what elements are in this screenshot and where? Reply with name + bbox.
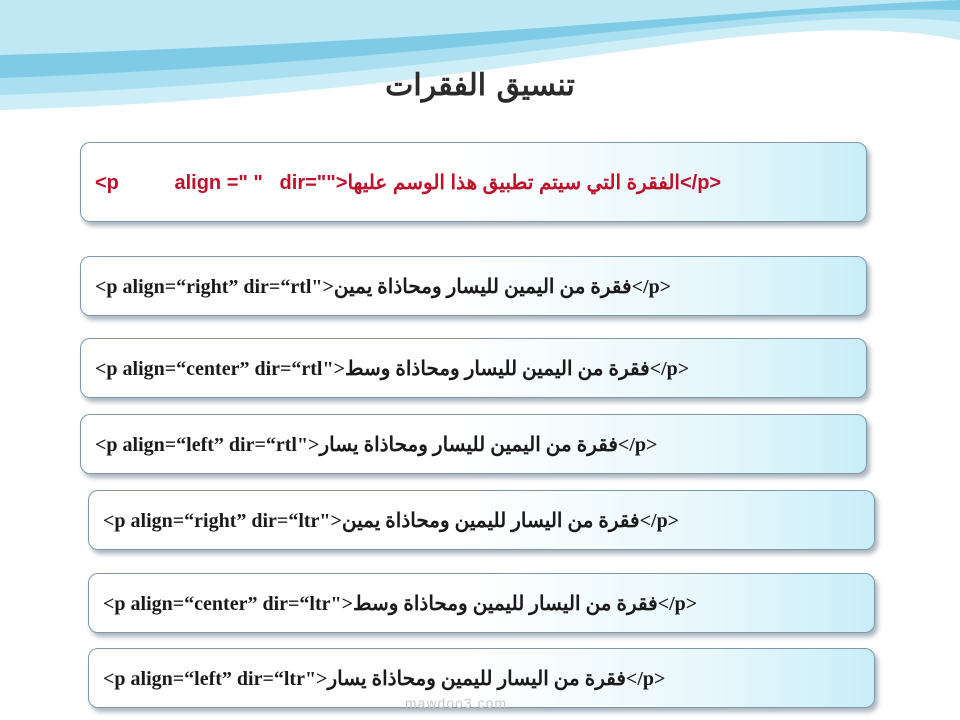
- example-code: <p align=“right” dir=“ltr">فقرة من اليسار لليمين ومحاذاة يمين</p>: [103, 509, 680, 532]
- example-box: [80, 414, 867, 474]
- slide-title: تنسيق الفقرات: [385, 68, 575, 103]
- syntax-line: <p align =" " dir="">الفقرة التي سيتم تطبيق هذا الوسم عليها</p>: [95, 171, 722, 194]
- example-code: <p align=“center” dir=“ltr">فقرة من اليسار لليمين ومحاذاة وسط</p>: [103, 592, 698, 615]
- example-box: [88, 490, 875, 550]
- example-box: [88, 573, 875, 633]
- example-code: <p align=“right” dir=“rtl">فقرة من اليمين لليسار ومحاذاة يمين</p>: [95, 275, 672, 298]
- example-box: [80, 256, 867, 316]
- example-code: <p align=“left” dir=“ltr">فقرة من اليسار لليمين ومحاذاة يسار</p>: [103, 667, 666, 690]
- example-code: <p align=“left” dir=“rtl">فقرة من اليمين لليسار ومحاذاة يسار</p>: [95, 433, 658, 456]
- example-box: [80, 338, 867, 398]
- example-code: <p align=“center” dir=“rtl">فقرة من اليمين لليسار ومحاذاة وسط</p>: [95, 357, 690, 380]
- watermark: mawdoo3.com: [405, 695, 508, 711]
- syntax-box: [80, 142, 867, 222]
